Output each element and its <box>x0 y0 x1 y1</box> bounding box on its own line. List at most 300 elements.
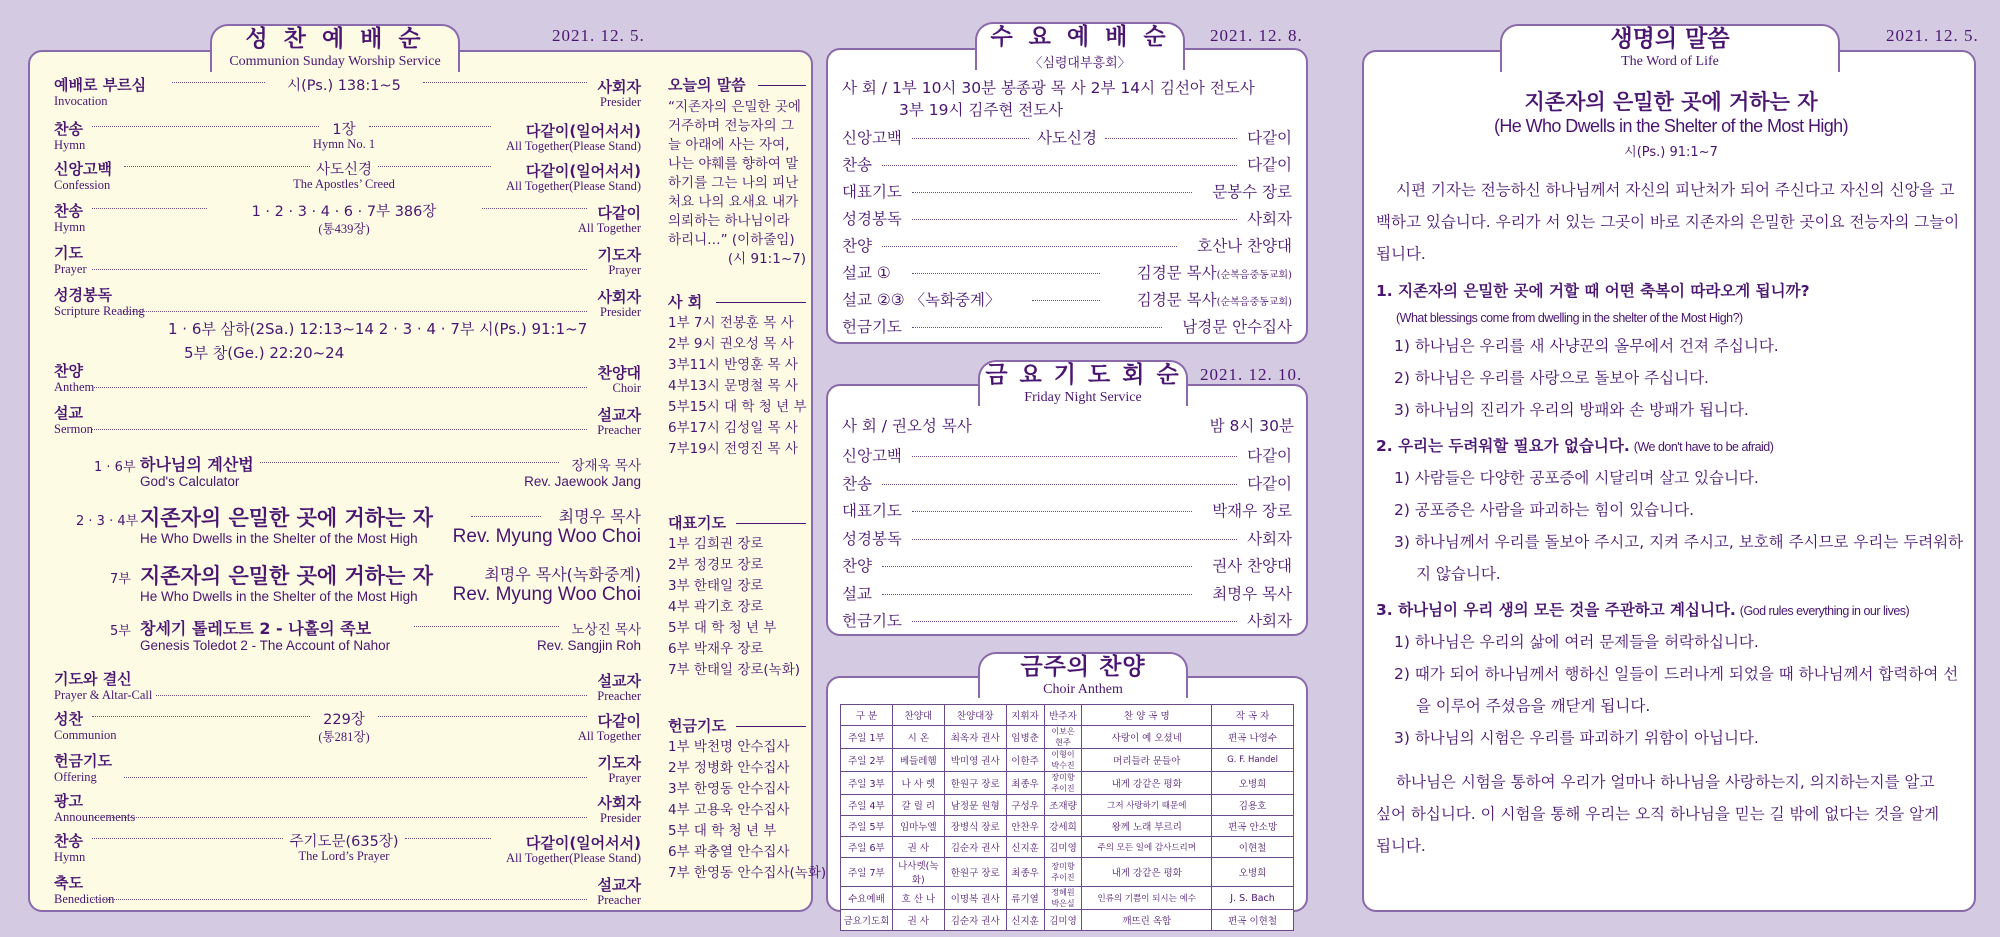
sidebar-line: 7부 한태일 장로(녹화) <box>668 662 801 678</box>
choir-cell: 시 온 <box>892 726 944 749</box>
order-label: 축도 <box>54 874 83 892</box>
dotted-leader <box>92 387 587 388</box>
dotted-leader <box>882 246 1177 247</box>
order-leader-en: All Together <box>577 729 641 743</box>
wednesday-date: 2021. 12. 8. <box>1210 26 1303 45</box>
order-label: 설교 <box>54 404 83 422</box>
word-main-title: 지존자의 은밀한 곳에 거하는 자 <box>1524 90 1818 114</box>
order-row <box>842 607 1292 635</box>
order-leader <box>1247 444 1292 466</box>
order-leader-name: 다같이 <box>1247 156 1292 174</box>
order-leader <box>1247 472 1292 494</box>
order-row <box>842 259 1292 286</box>
sermon-title-en: Genesis Toledot 2 - The Account of Nahor <box>140 638 391 653</box>
order-leader-en: Presider <box>600 811 641 825</box>
sermon-part: 2 · 3 · 4부 <box>76 514 139 529</box>
order-leader-name: 다같이 <box>1247 129 1292 147</box>
choir-cell: 주일 1부 <box>841 726 893 749</box>
answer-line: 1) 하나님은 우리를 새 사냥꾼의 올무에서 건져 주십니다. <box>1394 337 1779 355</box>
wednesday-tab <box>975 22 1185 70</box>
choir-cell: 나사렛(녹화) <box>892 858 944 887</box>
sermon-title-en: God's Calculator <box>140 474 240 489</box>
order-leader-name: 사회자 <box>1247 210 1292 228</box>
choir-row <box>841 772 1294 795</box>
order-row <box>54 708 641 748</box>
order-label: 찬양 <box>842 237 872 255</box>
order-row <box>842 470 1292 498</box>
order-label: 신앙고백 <box>842 129 902 147</box>
sidebar-line: 2부 정경모 장로 <box>668 557 764 573</box>
dotted-leader <box>92 899 587 900</box>
friday-subtitle: Friday Night Service <box>1024 389 1142 405</box>
choir-cell: 정혜원 박은실 <box>1044 887 1082 910</box>
order-leader <box>1247 527 1292 549</box>
order-item: 시(Ps.) 138:1~5 <box>287 78 401 94</box>
sermon-title: 하나님의 계산법 <box>140 455 254 474</box>
order-label-en: Hymn <box>54 138 86 152</box>
order-leader-name: 김경문 목사 <box>1136 291 1217 309</box>
order-leader-name: 다같이 <box>1247 474 1292 493</box>
order-label: 설교 <box>842 584 872 603</box>
order-leader-en: All Together(Please Stand) <box>506 851 641 865</box>
prayer-heading: 대표기도 <box>668 512 806 534</box>
dotted-leader <box>912 219 1237 220</box>
order-label: 찬양 <box>54 362 83 380</box>
choir-cell: 권 사 <box>892 837 944 858</box>
choir-table-wrap <box>840 704 1294 931</box>
dotted-leader <box>156 695 587 696</box>
choir-cell: 주일 3부 <box>841 772 893 795</box>
dotted-leader <box>260 462 559 463</box>
sidebar-line: 3부 한영동 안수집사 <box>668 781 790 797</box>
q2-block <box>1376 430 1966 590</box>
order-leader-name: 최명우 목사 <box>1212 584 1292 603</box>
order-row <box>54 668 641 708</box>
sidebar-line: 4부 곽기호 장로 <box>668 599 764 615</box>
dotted-leader <box>414 626 559 627</box>
choir-cell: 갈 릴 리 <box>892 795 944 816</box>
choir-header-cell: 반주자 <box>1044 705 1082 726</box>
dotted-leader <box>912 192 1192 193</box>
dotted-leader <box>882 594 1192 595</box>
order-leader: 사회자 <box>597 288 641 306</box>
order-row <box>54 872 641 912</box>
order-leader: 기도자 <box>597 246 641 264</box>
order-label-en: Hymn <box>54 220 86 234</box>
sidebar-line: 4부 고용욱 안수집사 <box>668 802 790 818</box>
order-leader-en: Prayer <box>608 771 641 785</box>
order-item-en: (통439장) <box>318 222 370 236</box>
choir-cell: 나 사 렛 <box>892 772 944 795</box>
dotted-leader <box>912 539 1237 540</box>
order-row <box>54 74 641 114</box>
dotted-leader <box>912 327 1162 328</box>
dotted-leader <box>912 138 1029 139</box>
order-label: 헌금기도 <box>842 612 902 630</box>
order-label-en: Invocation <box>54 94 108 108</box>
sermon-row <box>54 502 641 548</box>
sidebar-line: 나는 야훼를 향하여 말 <box>668 156 799 172</box>
choir-cell: 구성우 <box>1006 795 1044 816</box>
order-label: 대표기도 <box>842 502 902 520</box>
sermon-row <box>54 452 641 498</box>
q3: 3. 하나님이 우리 생의 모든 것을 주관하고 계십니다. <box>1376 601 1736 619</box>
answer-line: 1) 하나님은 우리의 삶에 여러 문제들을 허락하십니다. <box>1394 633 1759 651</box>
answer-line: 3) 하나님의 진리가 우리의 방패와 손 방패가 됩니다. <box>1394 401 1749 419</box>
wednesday-order <box>842 124 1292 344</box>
choir-cell: 류기열 <box>1006 887 1044 910</box>
dotted-leader <box>1032 300 1100 301</box>
sermon-preacher: 장재욱 목사 <box>571 458 641 474</box>
dotted-leader <box>378 166 491 167</box>
word-main-en: (He Who Dwells in the Shelter of the Most High) <box>1494 116 1848 136</box>
choir-cell: 주일 2부 <box>841 749 893 772</box>
word-ref: 시(Ps.) 91:1~7 <box>1624 145 1718 160</box>
choir-cell: 오병희 <box>1212 772 1294 795</box>
choir-subtitle: Choir Anthem <box>1043 681 1123 697</box>
choir-cell: 안찬우 <box>1006 816 1044 837</box>
order-label: 신앙고백 <box>54 160 112 178</box>
choir-cell: 장미향 주이진 <box>1044 772 1082 795</box>
choir-cell: 머리들라 문들아 <box>1082 749 1212 772</box>
choir-title: 금주의 찬양 <box>1020 654 1146 680</box>
order-leader-name: 호산나 찬양대 <box>1197 237 1292 255</box>
order-item: 주기도문(635장) <box>289 834 399 850</box>
dotted-leader <box>882 484 1237 485</box>
order-label-en: Scripture Reading <box>54 304 145 318</box>
order-label-en: Announcements <box>54 810 136 824</box>
sermon-preacher: 최명우 목사(녹화중계) <box>484 565 641 584</box>
friday-order <box>842 442 1292 632</box>
answer-line: 3) 하나님께서 우리를 돌보아 주시고, 지켜 주시고, 보호해 주시므로 우리는 두려워하 <box>1394 533 1964 551</box>
order-label-en: Hymn <box>54 850 86 864</box>
word-title: 생명의 말씀 <box>1610 26 1730 52</box>
sidebar-line: 1부 박천명 안수집사 <box>668 739 790 755</box>
sermon-title: 지존자의 은밀한 곳에 거하는 자 <box>140 506 433 530</box>
sermon-part: 5부 <box>110 624 131 639</box>
choir-cell: 임마누엘 <box>892 816 944 837</box>
order-label: 예배로 부르심 <box>54 76 147 94</box>
order-leader <box>1137 261 1292 283</box>
order-leader-name: 권사 찬양대 <box>1212 557 1292 575</box>
order-leader-en: All Together <box>577 221 641 235</box>
paragraph-line: 백하고 있습니다. 우리가 서 있는 그곳이 바로 지존자의 은밀한 곳이요 전능자의 그늘이 <box>1376 213 1960 231</box>
sidebar-line: “지존자의 은밀한 곳에 <box>668 99 801 115</box>
order-label: 성경봉독 <box>54 286 112 304</box>
choir-cell: 김미영 <box>1044 837 1082 858</box>
order-leader <box>1212 180 1292 202</box>
order-row <box>842 124 1292 151</box>
order-leader <box>1197 234 1292 256</box>
q1-block <box>1376 276 1966 426</box>
order-row <box>842 178 1292 205</box>
sermon-part: 7부 <box>110 572 131 587</box>
choir-cell: 장병식 장로 <box>944 816 1006 837</box>
sermon-preacher-en: Rev. Jaewook Jang <box>524 474 641 489</box>
choir-row <box>841 795 1294 816</box>
order-leader <box>1212 554 1292 576</box>
dotted-leader <box>124 311 587 312</box>
friday-time: 밤 8시 30분 <box>1209 417 1294 435</box>
choir-cell: 최종우 <box>1006 858 1044 887</box>
choir-cell: 호 산 나 <box>892 887 944 910</box>
order-leader-en: Presider <box>600 305 641 319</box>
order-item: 1장 <box>332 122 356 138</box>
sidebar-line: 5부 대 학 청 년 부 <box>668 620 777 636</box>
answer-line: 을 이루어 주셨음을 깨닫게 됩니다. <box>1416 697 1651 715</box>
order-row <box>54 158 641 198</box>
sermon-row <box>54 560 641 606</box>
order-leader <box>1182 315 1292 337</box>
word-outro <box>1376 766 1966 862</box>
order-item-en: Hymn No. 1 <box>312 137 376 151</box>
choir-cell: 한원구 장로 <box>944 858 1006 887</box>
choir-cell: 주의 모든 일에 감사드리며 <box>1082 837 1212 858</box>
q2-answers <box>1394 462 1966 590</box>
choir-row <box>841 910 1294 931</box>
order-label: 기도 <box>54 244 83 262</box>
answer-line: 2) 공포증은 사람을 파괴하는 힘이 있습니다. <box>1394 501 1695 519</box>
order-leader-en: Preacher <box>597 423 641 437</box>
order-leader-en: Prayer <box>608 263 641 277</box>
order-leader-en: Preacher <box>597 893 641 907</box>
order-leader <box>1137 288 1292 310</box>
sidebar-line: 처요 나의 요새요 내가 <box>668 194 799 210</box>
order-label: 헌금기도 <box>54 752 112 770</box>
answer-line: 3) 하나님의 시험은 우리를 파괴하기 위함이 아닙니다. <box>1394 729 1759 747</box>
wednesday-title: 수 요 예 배 순 <box>990 24 1170 50</box>
prayer-list <box>668 534 806 681</box>
dotted-leader <box>378 716 587 717</box>
sunday-subtitle: Communion Sunday Worship Service <box>229 53 441 69</box>
choir-cell: 신지훈 <box>1006 910 1044 931</box>
choir-cell: 김용호 <box>1212 795 1294 816</box>
sidebar-line: 거주하며 전능자의 그 <box>668 118 794 134</box>
order-item: 1 · 2 · 3 · 4 · 6 · 7부 386장 <box>251 204 437 220</box>
choir-cell: 이형이 박수진 <box>1044 749 1082 772</box>
order-label-en: Confession <box>54 178 111 192</box>
dotted-leader <box>92 269 587 270</box>
choir-cell: 남정문 원형 <box>944 795 1006 816</box>
sermon-preacher: 노상진 목사 <box>571 622 641 638</box>
choir-cell: 이명복 권사 <box>944 887 1006 910</box>
sunday-title: 성 찬 예 배 순 <box>245 26 425 52</box>
order-label: 성경봉독 <box>842 529 902 548</box>
choir-table <box>840 704 1294 931</box>
dotted-leader <box>912 511 1192 512</box>
choir-tab <box>978 652 1188 698</box>
choir-cell: 주일 6부 <box>841 837 893 858</box>
answer-line: 지 않습니다. <box>1416 565 1501 583</box>
sermon-preacher-en: Rev. Sangjin Roh <box>536 638 641 653</box>
choir-cell: 강세희 <box>1044 816 1082 837</box>
offering-list <box>668 737 827 884</box>
choir-cell: 주일 7부 <box>841 858 893 887</box>
order-item: 229장 <box>323 712 365 728</box>
choir-cell: 베들레헴 <box>892 749 944 772</box>
order-label: 헌금기도 <box>842 318 902 336</box>
choir-cell: 임병춘 <box>1006 726 1044 749</box>
sidebar-line: (시 91:1~7) <box>727 251 806 267</box>
sidebar-line: 의뢰하는 하나님이라 <box>668 213 790 229</box>
order-leader-en: Presider <box>600 95 641 109</box>
order-leader: 다같이(일어서서) <box>525 122 641 140</box>
sidebar-line: 1부 7시 전봉훈 목 사 <box>668 315 794 331</box>
order-row <box>842 497 1292 525</box>
word-content <box>1376 80 1966 862</box>
order-leader: 찬양대 <box>597 364 641 382</box>
wednesday-host-line1: 사 회 / 1부 10시 30분 봉종광 목 사 2부 14시 김선아 전도사 <box>842 79 1255 97</box>
choir-cell: 최옥자 권사 <box>944 726 1006 749</box>
order-leader-name: 사회자 <box>1247 529 1292 548</box>
scripture-line-2: 5부 창(Ge.) 22:20~24 <box>184 344 345 362</box>
order-label: 찬송 <box>54 832 83 850</box>
choir-cell: 사랑이 예 오셨네 <box>1082 726 1212 749</box>
wednesday-subtitle: 〈심령대부흥회〉 <box>1029 55 1131 71</box>
choir-header-cell: 찬양대장 <box>944 705 1006 726</box>
choir-row <box>841 887 1294 910</box>
order-leader: 설교자 <box>597 406 641 424</box>
sunday-sidebar <box>668 74 827 884</box>
order-label: 신앙고백 <box>842 447 902 465</box>
offering-heading: 헌금기도 <box>668 715 806 737</box>
order-row <box>54 118 641 158</box>
answer-line: 2) 하나님은 우리를 사랑으로 돌보아 주십니다. <box>1394 369 1709 387</box>
order-leader-church: (순복음중동교회) <box>1216 297 1292 308</box>
q1-answers <box>1394 330 1966 426</box>
word-tab <box>1500 24 1840 72</box>
choir-cell: 그저 사랑하기 때문에 <box>1082 795 1212 816</box>
choir-cell: 주일 5부 <box>841 816 893 837</box>
choir-header-cell: 찬양대 <box>892 705 944 726</box>
dotted-leader <box>912 621 1237 622</box>
host-heading: 사 회 <box>668 291 806 313</box>
order-row <box>54 242 641 282</box>
order-row <box>842 580 1292 608</box>
sidebar-line: 6부 박재우 장로 <box>668 641 764 657</box>
order-row <box>54 790 641 830</box>
wednesday-host-line2: 3부 19시 김주현 전도사 <box>899 101 1064 119</box>
order-leader-name: 김경문 목사 <box>1136 264 1217 282</box>
order-label: 설교 ① <box>842 264 891 282</box>
order-leader: 사회자 <box>597 78 641 96</box>
order-label-en: Sermon <box>54 422 93 436</box>
q3-en: (God rules everything in our lives) <box>1739 604 1910 618</box>
order-label-en: Benediction <box>54 892 115 906</box>
order-row <box>842 205 1292 232</box>
choir-cell: 최종우 <box>1006 772 1044 795</box>
order-leader: 설교자 <box>597 876 641 894</box>
order-leader-name: 문봉수 장로 <box>1212 183 1292 201</box>
choir-cell: 내게 강같은 평화 <box>1082 858 1212 887</box>
order-leader: 다같이(일어서서) <box>525 162 641 180</box>
sunday-tab <box>210 24 460 72</box>
paragraph-line: 됩니다. <box>1376 245 1426 263</box>
order-leader <box>1212 582 1292 604</box>
order-label: 기도와 결신 <box>54 670 132 688</box>
order-leader-en: Choir <box>612 381 641 395</box>
friday-tab <box>978 360 1188 406</box>
sermon-preacher-en: Rev. Myung Woo Choi <box>452 526 641 547</box>
sidebar-line: 3부11시 반영훈 목 사 <box>668 357 798 373</box>
sermon-row <box>54 616 641 662</box>
order-leader-en: Preacher <box>597 689 641 703</box>
paragraph-line: 시편 기자는 전능하신 하나님께서 자신의 피난처가 되어 주신다고 자신의 신앙을 고 <box>1396 181 1955 199</box>
choir-header-cell: 찬 양 곡 명 <box>1082 705 1212 726</box>
sidebar-line: 4부13시 문명철 목 사 <box>668 378 798 394</box>
order-label: 찬양 <box>842 557 872 575</box>
dotted-leader <box>471 516 541 517</box>
sunday-date: 2021. 12. 5. <box>552 26 645 45</box>
dotted-leader <box>124 777 587 778</box>
dotted-leader <box>1105 138 1237 139</box>
answer-line: 2) 때가 되어 하나님께서 행하신 일들이 드러나게 되었을 때 하나님께서 합력하여 선 <box>1394 665 1959 683</box>
choir-cell: 내게 강같은 평화 <box>1082 772 1212 795</box>
order-label-en: Communion <box>54 728 117 742</box>
sidebar-line: 2부 9시 권오성 목 사 <box>668 336 794 352</box>
choir-cell: 한원구 장로 <box>944 772 1006 795</box>
host-list <box>668 313 806 460</box>
sidebar-line: 6부17시 김성일 목 사 <box>668 420 798 436</box>
word-date: 2021. 12. 5. <box>1886 26 1979 45</box>
order-item-en: The Apostles’ Creed <box>293 177 395 191</box>
choir-header-cell: 지휘자 <box>1006 705 1044 726</box>
dotted-leader <box>92 817 587 818</box>
order-row <box>842 552 1292 580</box>
sidebar-line: 하리니…” (이하줄임) <box>668 232 795 248</box>
order-leader <box>1212 499 1292 521</box>
choir-cell: 권 사 <box>892 910 944 931</box>
today-word-text <box>668 98 806 269</box>
order-leader <box>1247 153 1292 175</box>
order-label: 찬송 <box>54 120 83 138</box>
choir-header-cell: 구 분 <box>841 705 893 726</box>
order-label: 찬송 <box>842 474 872 493</box>
dotted-leader <box>912 273 1100 274</box>
friday-host: 사 회 / 권오성 목사 <box>842 417 972 435</box>
order-leader: 설교자 <box>597 672 641 690</box>
order-item: 사도신경 <box>315 162 373 178</box>
dotted-leader <box>482 208 588 209</box>
choir-cell: 김순자 권사 <box>944 910 1006 931</box>
order-label: 대표기도 <box>842 183 902 201</box>
choir-cell: 편곡 나영수 <box>1212 726 1294 749</box>
choir-header-row <box>841 705 1294 726</box>
order-leader-name: 박재우 장로 <box>1212 502 1292 520</box>
choir-row <box>841 858 1294 887</box>
order-label: 찬송 <box>54 202 83 220</box>
sermon-preacher: 최명우 목사 <box>558 507 641 526</box>
order-leader: 다같이 <box>597 712 641 730</box>
paragraph-line: 하나님은 시험을 통하여 우리가 얼마나 하나님을 사랑하는지, 의지하는지를 알고 <box>1396 773 1935 791</box>
choir-row <box>841 749 1294 772</box>
order-leader-name: 남경문 안수집사 <box>1182 318 1292 336</box>
order-row <box>842 525 1292 553</box>
order-row <box>54 360 641 400</box>
sermon-title-en: He Who Dwells in the Shelter of the Most High <box>140 589 418 604</box>
order-leader: 다같이(일어서서) <box>525 834 641 852</box>
order-label: 성찬 <box>54 710 83 728</box>
paragraph-line: 됩니다. <box>1376 837 1426 855</box>
choir-header-cell: 작 곡 자 <box>1212 705 1294 726</box>
q1-en: (What blessings come from dwelling in the shelter of the Most High?) <box>1396 311 1743 325</box>
choir-cell: 편곡 이현철 <box>1212 910 1294 931</box>
choir-cell: 이한주 <box>1006 749 1044 772</box>
order-row <box>54 402 641 442</box>
dotted-leader <box>912 456 1237 457</box>
choir-row <box>841 726 1294 749</box>
q3-block <box>1376 594 1966 754</box>
